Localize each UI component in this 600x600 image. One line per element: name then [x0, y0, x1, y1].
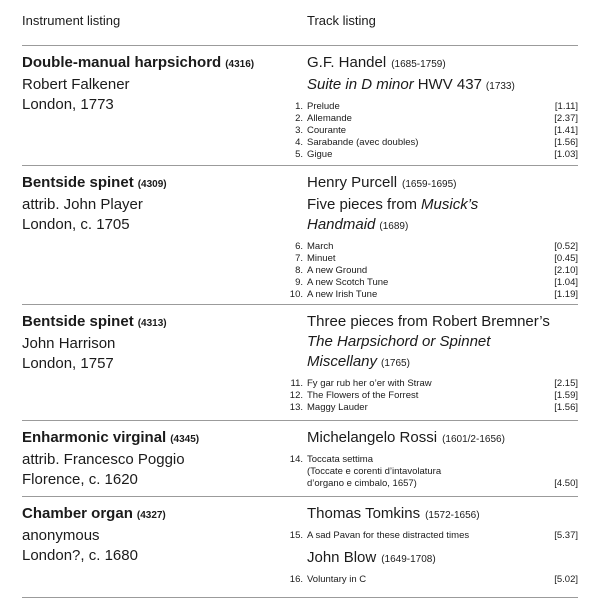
- track-row: [285, 241, 578, 253]
- track-row: [285, 137, 578, 149]
- track-row: [285, 402, 578, 414]
- track-number: 14.: [289, 454, 303, 465]
- track-list: [285, 101, 578, 161]
- track-duration: [0.52]: [554, 241, 578, 252]
- section-divider: [22, 597, 578, 598]
- track-title: A sad Pavan for these distracted times: [307, 530, 470, 541]
- track-row: [285, 574, 578, 586]
- track-number: 5.: [295, 149, 303, 160]
- track-number: 10.: [289, 289, 303, 300]
- track-duration: [1.59]: [554, 390, 578, 401]
- instrument-origin: London, c. 1705: [22, 216, 130, 233]
- work-year: (1765): [381, 358, 410, 369]
- work-title-line1: Three pieces from Robert Bremner’s: [307, 313, 550, 330]
- instrument-name: Bentside spinet (4313): [22, 313, 167, 330]
- track-number: 4.: [295, 137, 303, 148]
- track-row: [285, 253, 578, 265]
- track-row: [285, 149, 578, 161]
- section-spinet-4313: [0, 305, 600, 420]
- track-duration: [1.04]: [554, 277, 578, 288]
- work-year: (1733): [485, 81, 515, 92]
- column-headers: [0, 0, 600, 45]
- track-list: [285, 574, 578, 586]
- track-list: [285, 378, 578, 414]
- composer-dates: (1685-1759): [391, 59, 446, 70]
- track-row: [285, 101, 578, 113]
- composer-name: Henry Purcell (1659-1695): [307, 174, 457, 191]
- track-duration: [4.50]: [554, 478, 578, 489]
- instrument-origin: Florence, c. 1620: [22, 471, 138, 488]
- instrument-block: [0, 53, 285, 161]
- track-duration: [2.10]: [554, 265, 578, 276]
- instrument-maker: Robert Falkener: [22, 76, 130, 93]
- track-duration: [1.41]: [554, 125, 578, 136]
- instrument-block: [0, 504, 285, 586]
- composer-name: G.F. Handel (1685-1759): [307, 54, 446, 71]
- track-title: A new Ground: [307, 265, 368, 276]
- track-title: Toccata settima: [307, 454, 373, 465]
- work-title-line2: The Harpsichord or Spinnet Miscellany (1765): [307, 333, 491, 370]
- track-number: 7.: [295, 253, 303, 264]
- track-title-block: [307, 454, 578, 490]
- track-title: Maggy Lauder: [307, 402, 368, 413]
- track-duration: [1.03]: [554, 149, 578, 160]
- track-listing-header: Track listing: [307, 13, 376, 28]
- track-title: Courante: [307, 125, 347, 136]
- track-number: 11.: [290, 378, 303, 389]
- instrument-name: Double-manual harpsichord (4316): [22, 54, 255, 71]
- track-row: [285, 390, 578, 402]
- section-virginal-4345: [0, 421, 600, 496]
- composer-dates: (1649-1708): [381, 554, 436, 565]
- track-block: [285, 504, 578, 586]
- track-number: 9.: [295, 277, 303, 288]
- composer-name: John Blow (1649-1708): [307, 549, 436, 566]
- composer-dates: (1572-1656): [425, 510, 480, 521]
- section-spinet-4309: [0, 166, 600, 304]
- track-row: [285, 378, 578, 390]
- track-title: Minuet: [307, 253, 336, 264]
- track-number: 13.: [289, 402, 303, 413]
- track-title: A new Scotch Tune: [307, 277, 389, 288]
- instrument-name: Bentside spinet (4309): [22, 174, 167, 191]
- track-row: [285, 454, 578, 490]
- track-duration: [0.45]: [554, 253, 578, 264]
- instrument-catalogue-number: (4316): [225, 59, 255, 70]
- track-row: [285, 265, 578, 277]
- track-title: Allemande: [307, 113, 352, 124]
- track-title: Prelude: [307, 101, 340, 112]
- instrument-catalogue-number: (4313): [137, 318, 167, 329]
- section-organ-4327: [0, 497, 600, 597]
- track-number: 16.: [289, 574, 303, 585]
- track-duration: [1.11]: [554, 101, 578, 112]
- track-title: March: [307, 241, 334, 252]
- instrument-catalogue-number: (4327): [136, 510, 166, 521]
- composer-name: Thomas Tomkins (1572-1656): [307, 505, 480, 522]
- track-block: [285, 53, 578, 161]
- instrument-origin: London, 1757: [22, 355, 114, 372]
- track-list: [285, 241, 578, 301]
- track-row: [285, 277, 578, 289]
- track-number: 8.: [295, 265, 303, 276]
- instrument-name: Enharmonic virginal (4345): [22, 429, 200, 446]
- instrument-catalogue-number: (4345): [170, 434, 200, 445]
- instrument-name: Chamber organ (4327): [22, 505, 166, 522]
- track-number: 12.: [289, 390, 303, 401]
- composer-group: [285, 548, 578, 586]
- track-subtitle-line2: d’organo e cimbalo, 1657) [4.50]: [307, 478, 578, 489]
- instrument-origin: London?, c. 1680: [22, 547, 138, 564]
- composer-dates: (1601/2-1656): [442, 434, 505, 445]
- track-subtitle: (Toccate e corenti d’intavolatura: [307, 466, 442, 477]
- track-duration: [2.37]: [554, 113, 578, 124]
- instrument-block: [0, 173, 285, 301]
- track-block: [285, 428, 578, 490]
- instrument-maker: John Harrison: [22, 335, 116, 352]
- track-number: 3.: [295, 125, 303, 136]
- instrument-catalogue-number: (4309): [137, 179, 167, 190]
- track-row: [285, 113, 578, 125]
- track-title: Sarabande (avec doubles): [307, 137, 419, 148]
- track-title: Gigue: [307, 149, 333, 160]
- track-number: 6.: [295, 241, 303, 252]
- track-row: [285, 289, 578, 301]
- composer-name: Michelangelo Rossi (1601/2-1656): [307, 429, 505, 446]
- track-block: [285, 173, 578, 301]
- track-row: [285, 530, 578, 542]
- track-block: [285, 312, 578, 414]
- track-number: 2.: [295, 113, 303, 124]
- track-title: Fy gar rub her o’er with Straw: [307, 378, 432, 389]
- track-duration: [5.37]: [554, 530, 578, 541]
- track-list: [285, 530, 578, 542]
- track-title: The Flowers of the Forrest: [307, 390, 419, 401]
- work-year: (1689): [379, 221, 409, 232]
- work-title: Five pieces from Musick’s Handmaid (1689): [307, 196, 479, 233]
- composer-dates: (1659-1695): [402, 179, 457, 190]
- track-row: [285, 125, 578, 137]
- instrument-maker: attrib. Francesco Poggio: [22, 451, 185, 468]
- instrument-block: [0, 312, 285, 414]
- track-duration: [5.02]: [554, 574, 578, 585]
- track-number: 1.: [295, 101, 303, 112]
- track-duration: [2.15]: [554, 378, 578, 389]
- track-list: [285, 454, 578, 490]
- track-title: A new Irish Tune: [307, 289, 378, 300]
- instrument-maker: attrib. John Player: [22, 196, 143, 213]
- instrument-origin: London, 1773: [22, 96, 114, 113]
- section-harpsichord-4316: [0, 46, 600, 165]
- track-duration: [1.56]: [554, 137, 578, 148]
- track-duration: [1.56]: [554, 402, 578, 413]
- track-title: Voluntary in C: [307, 574, 367, 585]
- work-title: Suite in D minor HWV 437 (1733): [307, 76, 515, 93]
- track-duration: [1.19]: [554, 289, 578, 300]
- instrument-maker: anonymous: [22, 527, 100, 544]
- track-number: 15.: [289, 530, 303, 541]
- instrument-block: [0, 428, 285, 490]
- instrument-listing-header: Instrument listing: [22, 13, 121, 28]
